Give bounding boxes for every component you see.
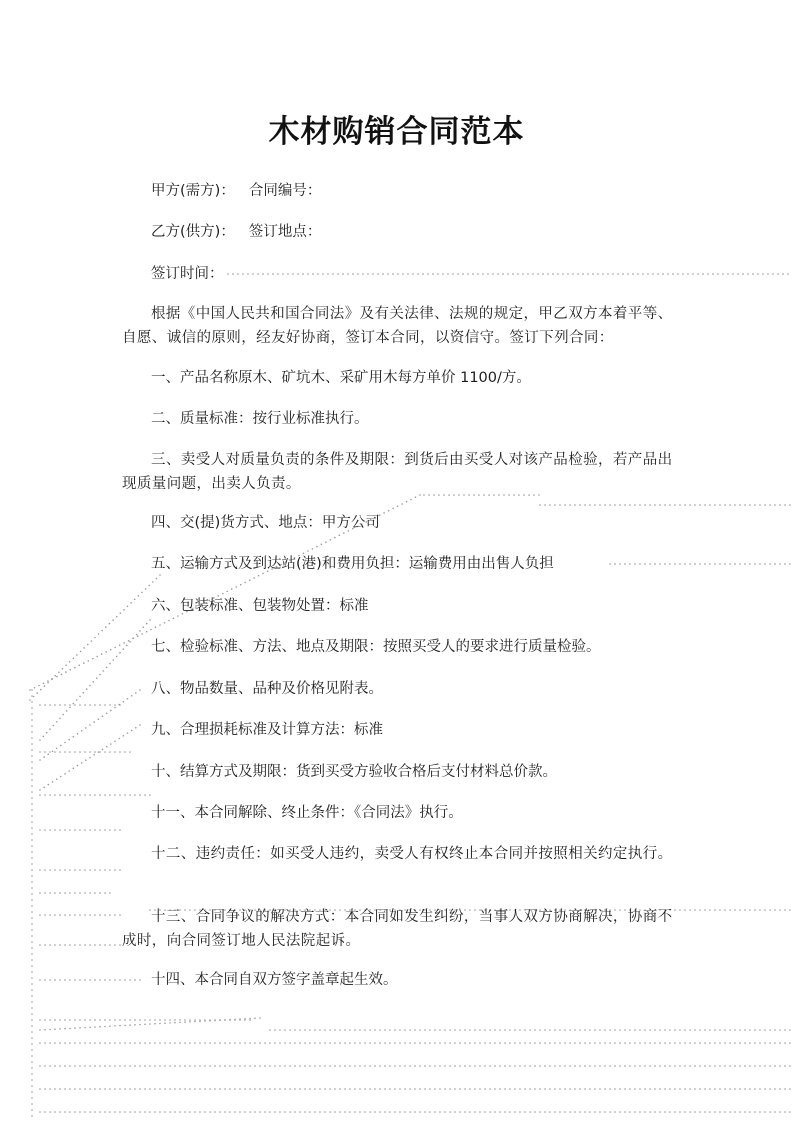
preamble-paragraph: 根据《中国人民共和国合同法》及有关法律、法规的规定，甲乙双方本着平等、自愿、诚信的原则，经友好协商，签订本合同，以资信守。签订下列合同： <box>122 306 673 346</box>
party-b-label: 乙方(供方)： <box>151 224 235 240</box>
sign-place-label: 签订地点： <box>248 224 322 240</box>
party-a-label: 甲方(需方)： <box>151 183 235 199</box>
clause-12: 十二、违约责任：如买受人违约，卖受人有权终止本合同并按照相关约定执行。 <box>151 846 673 862</box>
clause-14: 十四、本合同自双方签字盖章起生效。 <box>151 972 398 988</box>
document-title: 木材购销合同范本 <box>268 114 525 150</box>
clause-2: 二、质量标准：按行业标准执行。 <box>151 411 369 427</box>
clause-11: 十一、本合同解除、终止条件：《合同法》执行。 <box>151 805 463 821</box>
clause-9: 九、合理损耗标准及计算方法：标准 <box>151 722 383 738</box>
clause-10: 十、结算方式及期限：货到买受方验收合格后支付材料总价款。 <box>151 764 557 780</box>
header-row-party-b <box>151 221 321 243</box>
clause-5: 五、运输方式及到达站(港)和费用负担：运输费用由出售人负担 <box>151 556 554 572</box>
contract-number-label: 合同编号： <box>248 183 322 199</box>
clause-3: 三、卖受人对质量负责的条件及期限：到货后由买受人对该产品检验，若产品出现质量问题，出卖人负责。 <box>122 452 673 492</box>
clause-13: 十三、合同争议的解决方式：本合同如发生纠纷，当事人双方协商解决，协商不成时，向合同签订地人民法院起诉。 <box>122 909 673 949</box>
clause-7: 七、检验标准、方法、地点及期限：按照买受人的要求进行质量检验。 <box>151 639 601 655</box>
clause-4: 四、交(提)货方式、地点：甲方公司 <box>151 515 380 531</box>
header-row-party-a <box>151 180 321 202</box>
clause-8: 八、物品数量、品种及价格见附表。 <box>151 681 383 697</box>
sign-time-label: 签订时间： <box>151 266 224 282</box>
clause-6: 六、包装标准、包装物处置：标准 <box>151 598 369 614</box>
clause-1: 一、产品名称原木、矿坑木、采矿用木每方单价 1100/方。 <box>151 370 531 386</box>
